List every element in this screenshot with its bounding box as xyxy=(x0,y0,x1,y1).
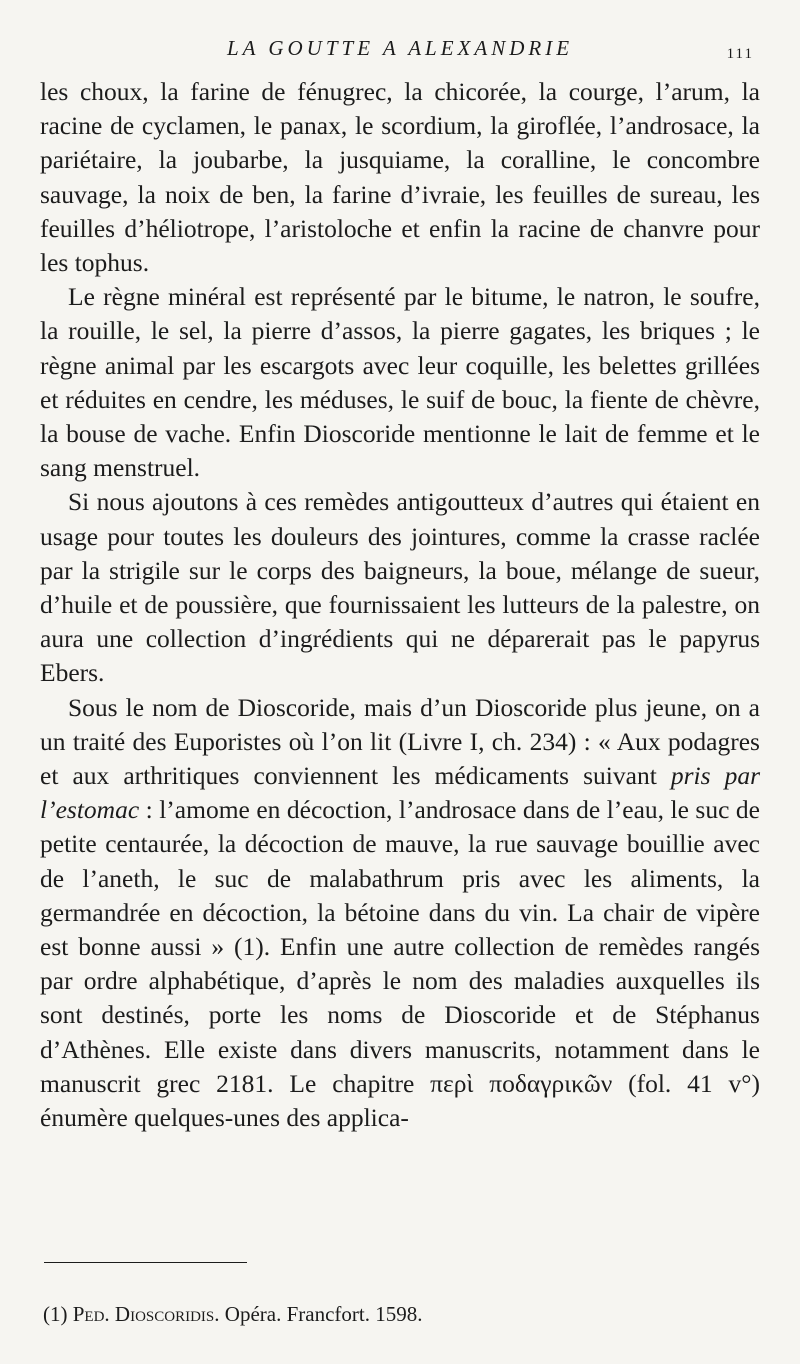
running-title: LA GOUTTE A ALEXANDRIE xyxy=(226,36,574,60)
footnote-marker: (1) xyxy=(43,1302,73,1326)
page-number: 111 xyxy=(726,46,754,62)
paragraph-4-italic: pris par l’estomac xyxy=(40,761,760,825)
running-head xyxy=(0,34,800,62)
paragraph-4-text-start: Sous le nom de Dioscoride, mais d’un Dioscoride plus jeune, on a un traité des Euporistes où l’on lit (Livre I, ch. 234) : « Aux podagres et aux arthritiques conviennent les médicaments suivant xyxy=(40,692,760,791)
footnote-author: Ped. Dioscoridis xyxy=(72,1302,215,1326)
paragraph-1: les choux, la farine de fénugrec, la chicorée, la courge, l’arum, la racine de cyclamen, le panax, le scordium, la giroflée, l’androsace, la pariétaire, la joubarbe, la jusquiame, la coralline, le concombre sauvage, la noix de ben, la farine d’ivraie, les feuilles de sureau, les feuilles d’héliotrope, l’aristoloche et enfin la racine de chanvre pour les tophus. xyxy=(40,77,760,278)
body-text xyxy=(40,75,760,1135)
paragraph-2: Le règne minéral est représenté par le bitume, le natron, le soufre, la rouille, le sel, la pierre d’assos, la pierre gagates, les briques ; le règne animal par les escargots avec leur coquille, les belettes grillées et réduites en cendre, les méduses, le suif de bouc, la fiente de chèvre, la bouse de vache. Enfin Dioscoride mentionne le lait de femme et le sang menstruel. xyxy=(40,282,760,483)
paragraph-4-text-end: : l’amome en décoction, l’androsace dans de l’eau, le suc de petite centaurée, la décoction de mauve, la rue sauvage bouillie avec de l’aneth, le suc de malabathrum pris avec les aliments, la germandrée en décoction, la bétoine dans du vin. La chair de vipère est bonne aussi » (1). Enfin une autre collection de remèdes rangés par ordre alphabétique, d’après le nom des maladies auxquelles ils sont destinés, porte les noms de Dioscoride et de Stéphanus d’Athènes. Elle existe dans divers manuscrits, notamment dans le manuscrit grec 2181. Le chapitre περὶ ποδαγρικῶν (fol. 41 v°) énumère quelques-unes des applica- xyxy=(40,795,760,1133)
footnote-citation: . Opéra. Francfort. 1598. xyxy=(214,1302,423,1326)
paragraph-3: Si nous ajoutons à ces remèdes antigoutteux d’autres qui étaient en usage pour toutes les douleurs des jointures, comme la crasse raclée par la strigile sur le corps des baigneurs, la boue, mélange de sueur, d’huile et de poussière, que fournissaient les lutteurs de la palestre, on aura une collection d’ingrédients qui ne déparerait pas le papyrus Ebers. xyxy=(40,487,760,688)
footnote xyxy=(43,1300,763,1328)
footnote-rule xyxy=(44,1262,247,1263)
paragraph-4 xyxy=(40,691,760,1136)
